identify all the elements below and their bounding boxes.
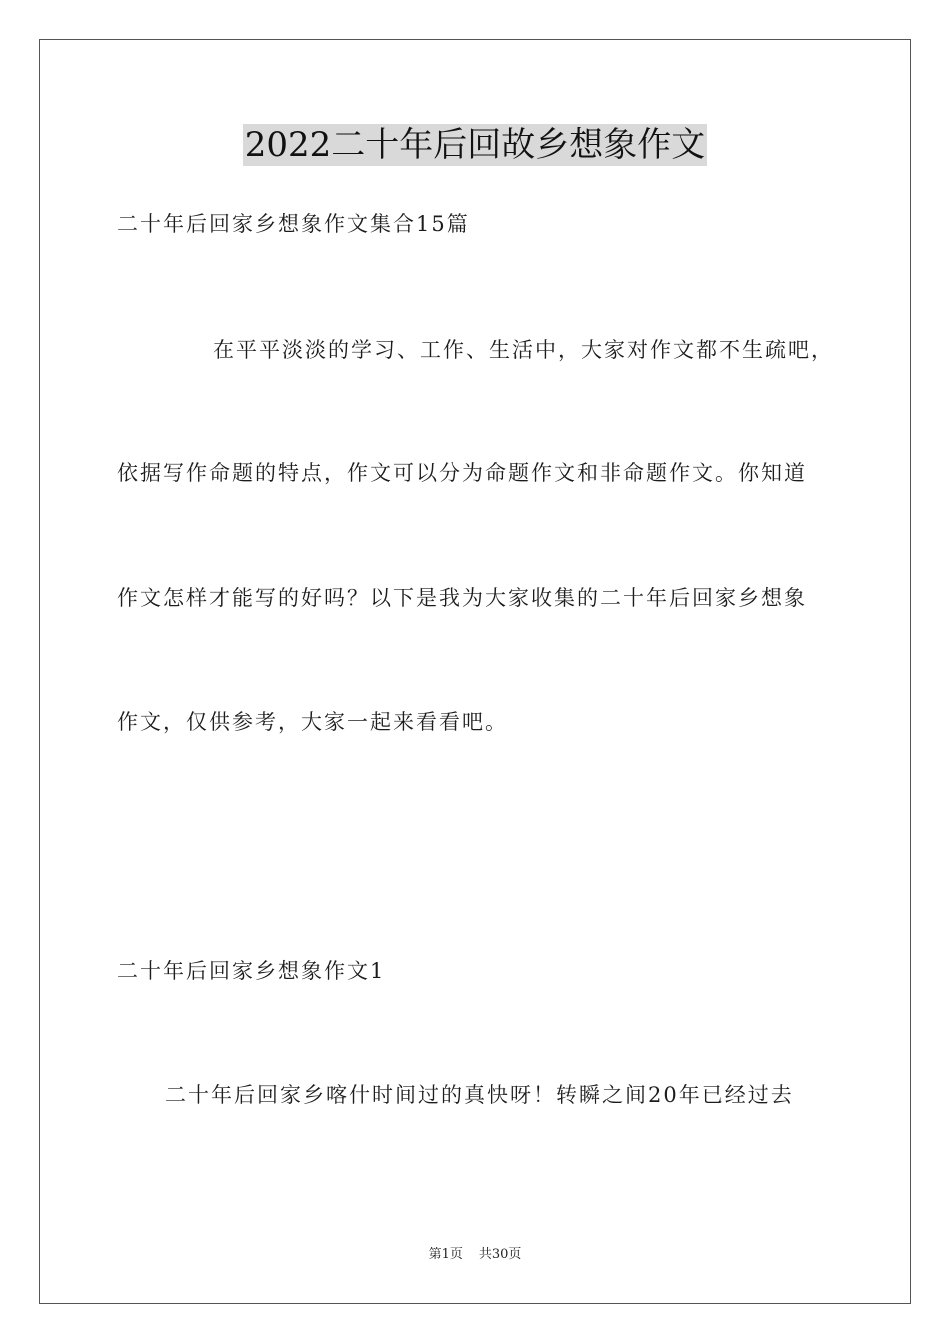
intro-line-2: 依据写作命题的特点，作文可以分为命题作文和非命题作文。你知道 — [117, 461, 807, 485]
document-subtitle: 二十年后回家乡想象作文集合15篇 — [117, 212, 470, 236]
intro-line-3: 作文怎样才能写的好吗？以下是我为大家收集的二十年后回家乡想象 — [117, 586, 807, 610]
intro-line-4: 作文，仅供参考，大家一起来看看吧。 — [117, 710, 508, 734]
section-heading: 二十年后回家乡想象作文1 — [117, 959, 386, 983]
title-container — [0, 124, 950, 166]
page-number: 第1页 — [428, 1247, 463, 1262]
section-first-line: 二十年后回家乡喀什时间过的真快呀！转瞬之间20年已经过去 — [165, 1083, 794, 1107]
document-title: 2022二十年后回故乡想象作文 — [244, 125, 706, 165]
intro-line-1: 在平平淡淡的学习、工作、生活中，大家对作文都不生疏吧， — [213, 338, 834, 362]
page-total: 共30页 — [478, 1247, 522, 1262]
page-footer — [0, 1246, 950, 1264]
